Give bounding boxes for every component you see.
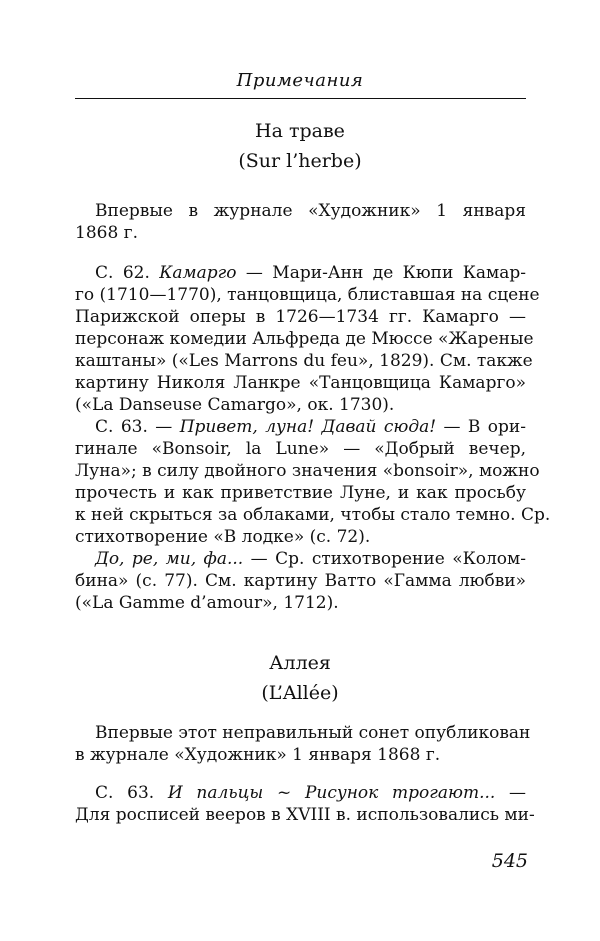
note-text: — <box>495 783 526 803</box>
intro-line: Впервые в журнале «Художник» 1 января <box>95 201 526 221</box>
note-line <box>95 416 526 438</box>
section-subtitle: (Sur l’herbe) <box>238 150 362 172</box>
note-line: Парижской оперы в 1726—1734 гг. Камарго — <box>75 307 526 327</box>
note-lemma: И пальцы ~ Рисунок трогают... <box>167 783 496 803</box>
note-line <box>95 782 526 804</box>
note-line: к ней скрыться за облаками, чтобы стало темно. Ср. <box>75 505 551 525</box>
note-line: Луна»; в силу двойного значения «bonsoir», можно <box>75 461 540 481</box>
intro-line: в журнале «Художник» 1 января 1868 г. <box>75 745 441 765</box>
note-line: Для росписей вееров в XVIII в. использовались ми- <box>75 805 535 825</box>
section-subtitle: (L’Allée) <box>261 682 339 704</box>
note-text: — Ср. стихотворение «Колом- <box>243 549 526 569</box>
note-line: стихотворение «В лодке» (с. 72). <box>75 527 371 547</box>
note-lemma: — Привет, луна! Давай сюда! <box>155 417 437 437</box>
note-line <box>95 262 526 284</box>
note-line: гинале «Bonsoir, la Lune» — «Добрый вечер, <box>75 439 526 459</box>
note-line: бина» (с. 77). См. картину Ватто «Гамма любви» <box>75 571 526 591</box>
note-page-ref: С. 63. <box>95 417 156 437</box>
note-line: («La Danseuse Camargo», ок. 1730). <box>75 395 395 415</box>
note-lemma: До, ре, ми, фа... <box>95 549 244 569</box>
intro-line: 1868 г. <box>75 223 138 243</box>
note-lemma: Камарго <box>159 263 237 283</box>
note-page-ref: С. 62. <box>95 263 160 283</box>
intro-line: Впервые этот неправильный сонет опубликован <box>95 723 531 743</box>
note-text: — В ори- <box>436 417 526 437</box>
note-line: каштаны» («Les Marrons du feu», 1829). См. также <box>75 351 533 371</box>
section-title: На траве <box>255 120 345 142</box>
running-header: Примечания <box>236 70 364 91</box>
note-line: персонаж комедии Альфреда де Мюссе «Жареные <box>75 329 534 349</box>
note-line: картину Николя Ланкре «Танцовщица Камарго» <box>75 373 526 393</box>
note-text: — Мари-Анн де Кюпи Камар- <box>236 263 526 283</box>
note-line <box>95 548 526 570</box>
note-line: го (1710—1770), танцовщица, блиставшая на сцене <box>75 285 540 305</box>
note-line: прочесть и как приветствие Луне, и как просьбу <box>75 483 526 503</box>
header-rule <box>75 98 526 99</box>
section-title: Аллея <box>269 652 331 674</box>
note-page-ref: С. 63. <box>95 783 168 803</box>
page-number: 545 <box>491 850 528 872</box>
note-line: («La Gamme d’amour», 1712). <box>75 593 339 613</box>
